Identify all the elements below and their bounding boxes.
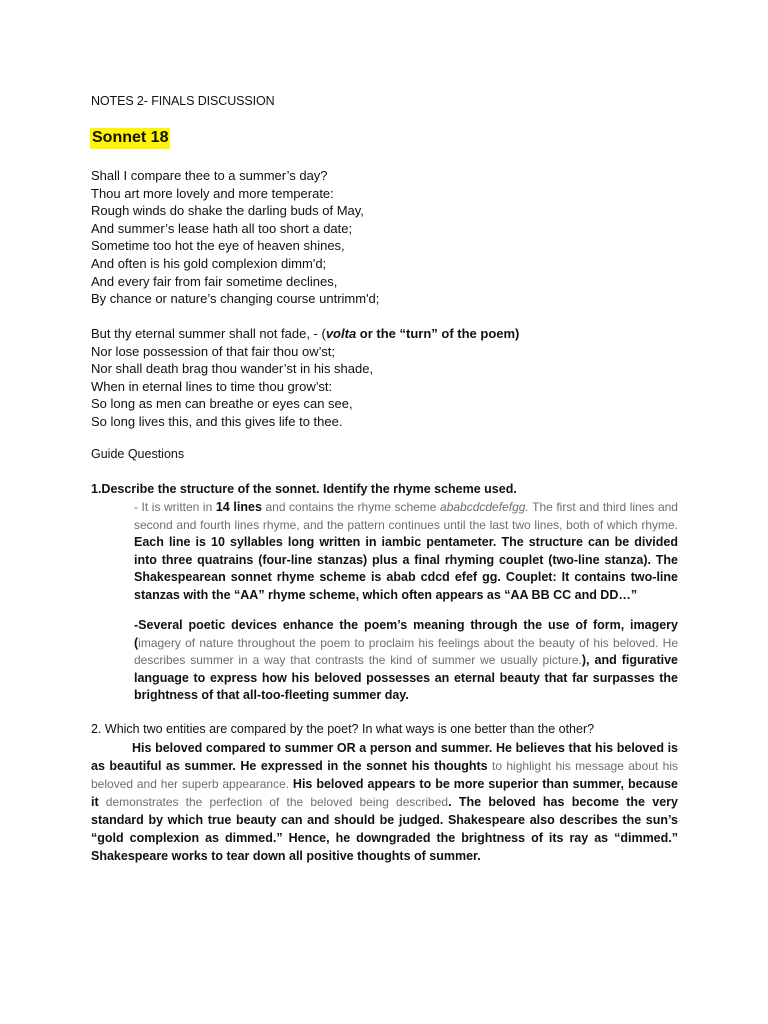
answer-text: to highlight his message about his beloved and her superb appearance. xyxy=(91,759,678,791)
answer-text-bold: ), and figurative language to express how his beloved possesses an eternal beauty that far surpasses the brightness of that all-too-fleeting summer day. xyxy=(134,653,678,703)
poem-line-volta xyxy=(91,325,519,343)
poem-line: By chance or nature’s changing course untrimm'd; xyxy=(91,291,380,307)
poem-line: So long lives this, and this gives life to thee. xyxy=(91,413,343,429)
volta-note: or the “turn” of the poem) xyxy=(356,326,520,341)
poem-line: Thou art more lovely and more temperate: xyxy=(91,185,334,201)
poem-line: Sometime too hot the eye of heaven shines, xyxy=(91,238,345,254)
answer-text-bold: -Several poetic devices enhance the poem’s meaning through the use of form, imagery ( xyxy=(134,618,678,650)
answer-text-bold: . The beloved has become the very standard by which true beauty can and should be judged. Shakespeare also describes the sun’s “gold complexion as dimmed.” Hence, he downgraded the brightness of its ray as “dimmed.” Shakespeare works to tear down all positive thoughts of summer. xyxy=(91,795,678,863)
poem-line: And summer’s lease hath all too short a date; xyxy=(91,220,353,236)
poem-line: Nor shall death brag thou wander’st in his shade, xyxy=(91,361,374,377)
answer-text-bold: His beloved compared to summer OR a person and summer. He believes that his beloved is as beautiful as summer. He expressed in the sonnet his thoughts xyxy=(91,741,678,773)
poem-stanza-1 xyxy=(91,167,379,308)
sonnet-title: Sonnet 18 xyxy=(90,128,170,149)
poem-line: So long as men can breathe or eyes can see, xyxy=(91,396,353,412)
answer-text: imagery of nature throughout the poem to proclaim his feelings about the beauty of his beloved. He describes summer in a way that contrasts the kind of summer we usually picture. xyxy=(134,635,678,668)
question-1: 1.Describe the structure of the sonnet. Identify the rhyme scheme used. xyxy=(91,482,517,496)
question-2: 2. Which two entities are compared by the poet? In what ways is one better than the other? xyxy=(91,722,595,736)
answer-text-bold: 14 lines xyxy=(215,500,262,514)
answer-text: - It is written in xyxy=(134,500,216,514)
answer-2-paragraph xyxy=(91,739,678,865)
poem-stanza-2 xyxy=(91,325,519,431)
volta-word: volta xyxy=(325,326,357,341)
answer-text: and contains the rhyme scheme xyxy=(261,500,441,514)
notes-heading: NOTES 2- FINALS DISCUSSION xyxy=(91,94,275,108)
answer-text-bold: His beloved appears to be more superior than summer, because it xyxy=(91,777,678,809)
answer-text: The first and third lines and second and fourth lines rhyme, and the pattern continues until the last two lines, both of which rhyme. xyxy=(134,500,678,532)
rhyme-scheme-text: ababcdcdefefgg. xyxy=(440,500,529,514)
poem-line: And every fair from fair sometime declines, xyxy=(91,273,338,289)
guide-questions-label: Guide Questions xyxy=(91,447,185,461)
title-wrapper xyxy=(90,128,170,149)
answer-1-paragraph-2 xyxy=(134,617,678,705)
answer-text: demonstrates the perfection of the beloved being described xyxy=(98,795,449,809)
poem-line: When in eternal lines to time thou grow’st: xyxy=(91,378,333,394)
answer-text-bold: Each line is 10 syllables long written in iambic pentameter. The structure can be divided into three quatrains (four-line stanzas) plus a final rhyming couplet (two-line stanza). The Shakespearean sonnet rhyme scheme is abab cdcd efef gg. Couplet: It contains two-line stanzas with the “AA” rhyme scheme, which often appears as “AA BB CC and DD…” xyxy=(134,535,678,602)
poem-line: Rough winds do shake the darling buds of May, xyxy=(91,203,364,219)
answer-1-paragraph-1 xyxy=(134,499,678,605)
poem-line: Nor lose possession of that fair thou ow’st; xyxy=(91,343,335,359)
poem-line: Shall I compare thee to a summer’s day? xyxy=(91,168,328,183)
poem-line: And often is his gold complexion dimm'd; xyxy=(91,255,327,271)
volta-line-text: But thy eternal summer shall not fade, - ( xyxy=(91,326,326,341)
